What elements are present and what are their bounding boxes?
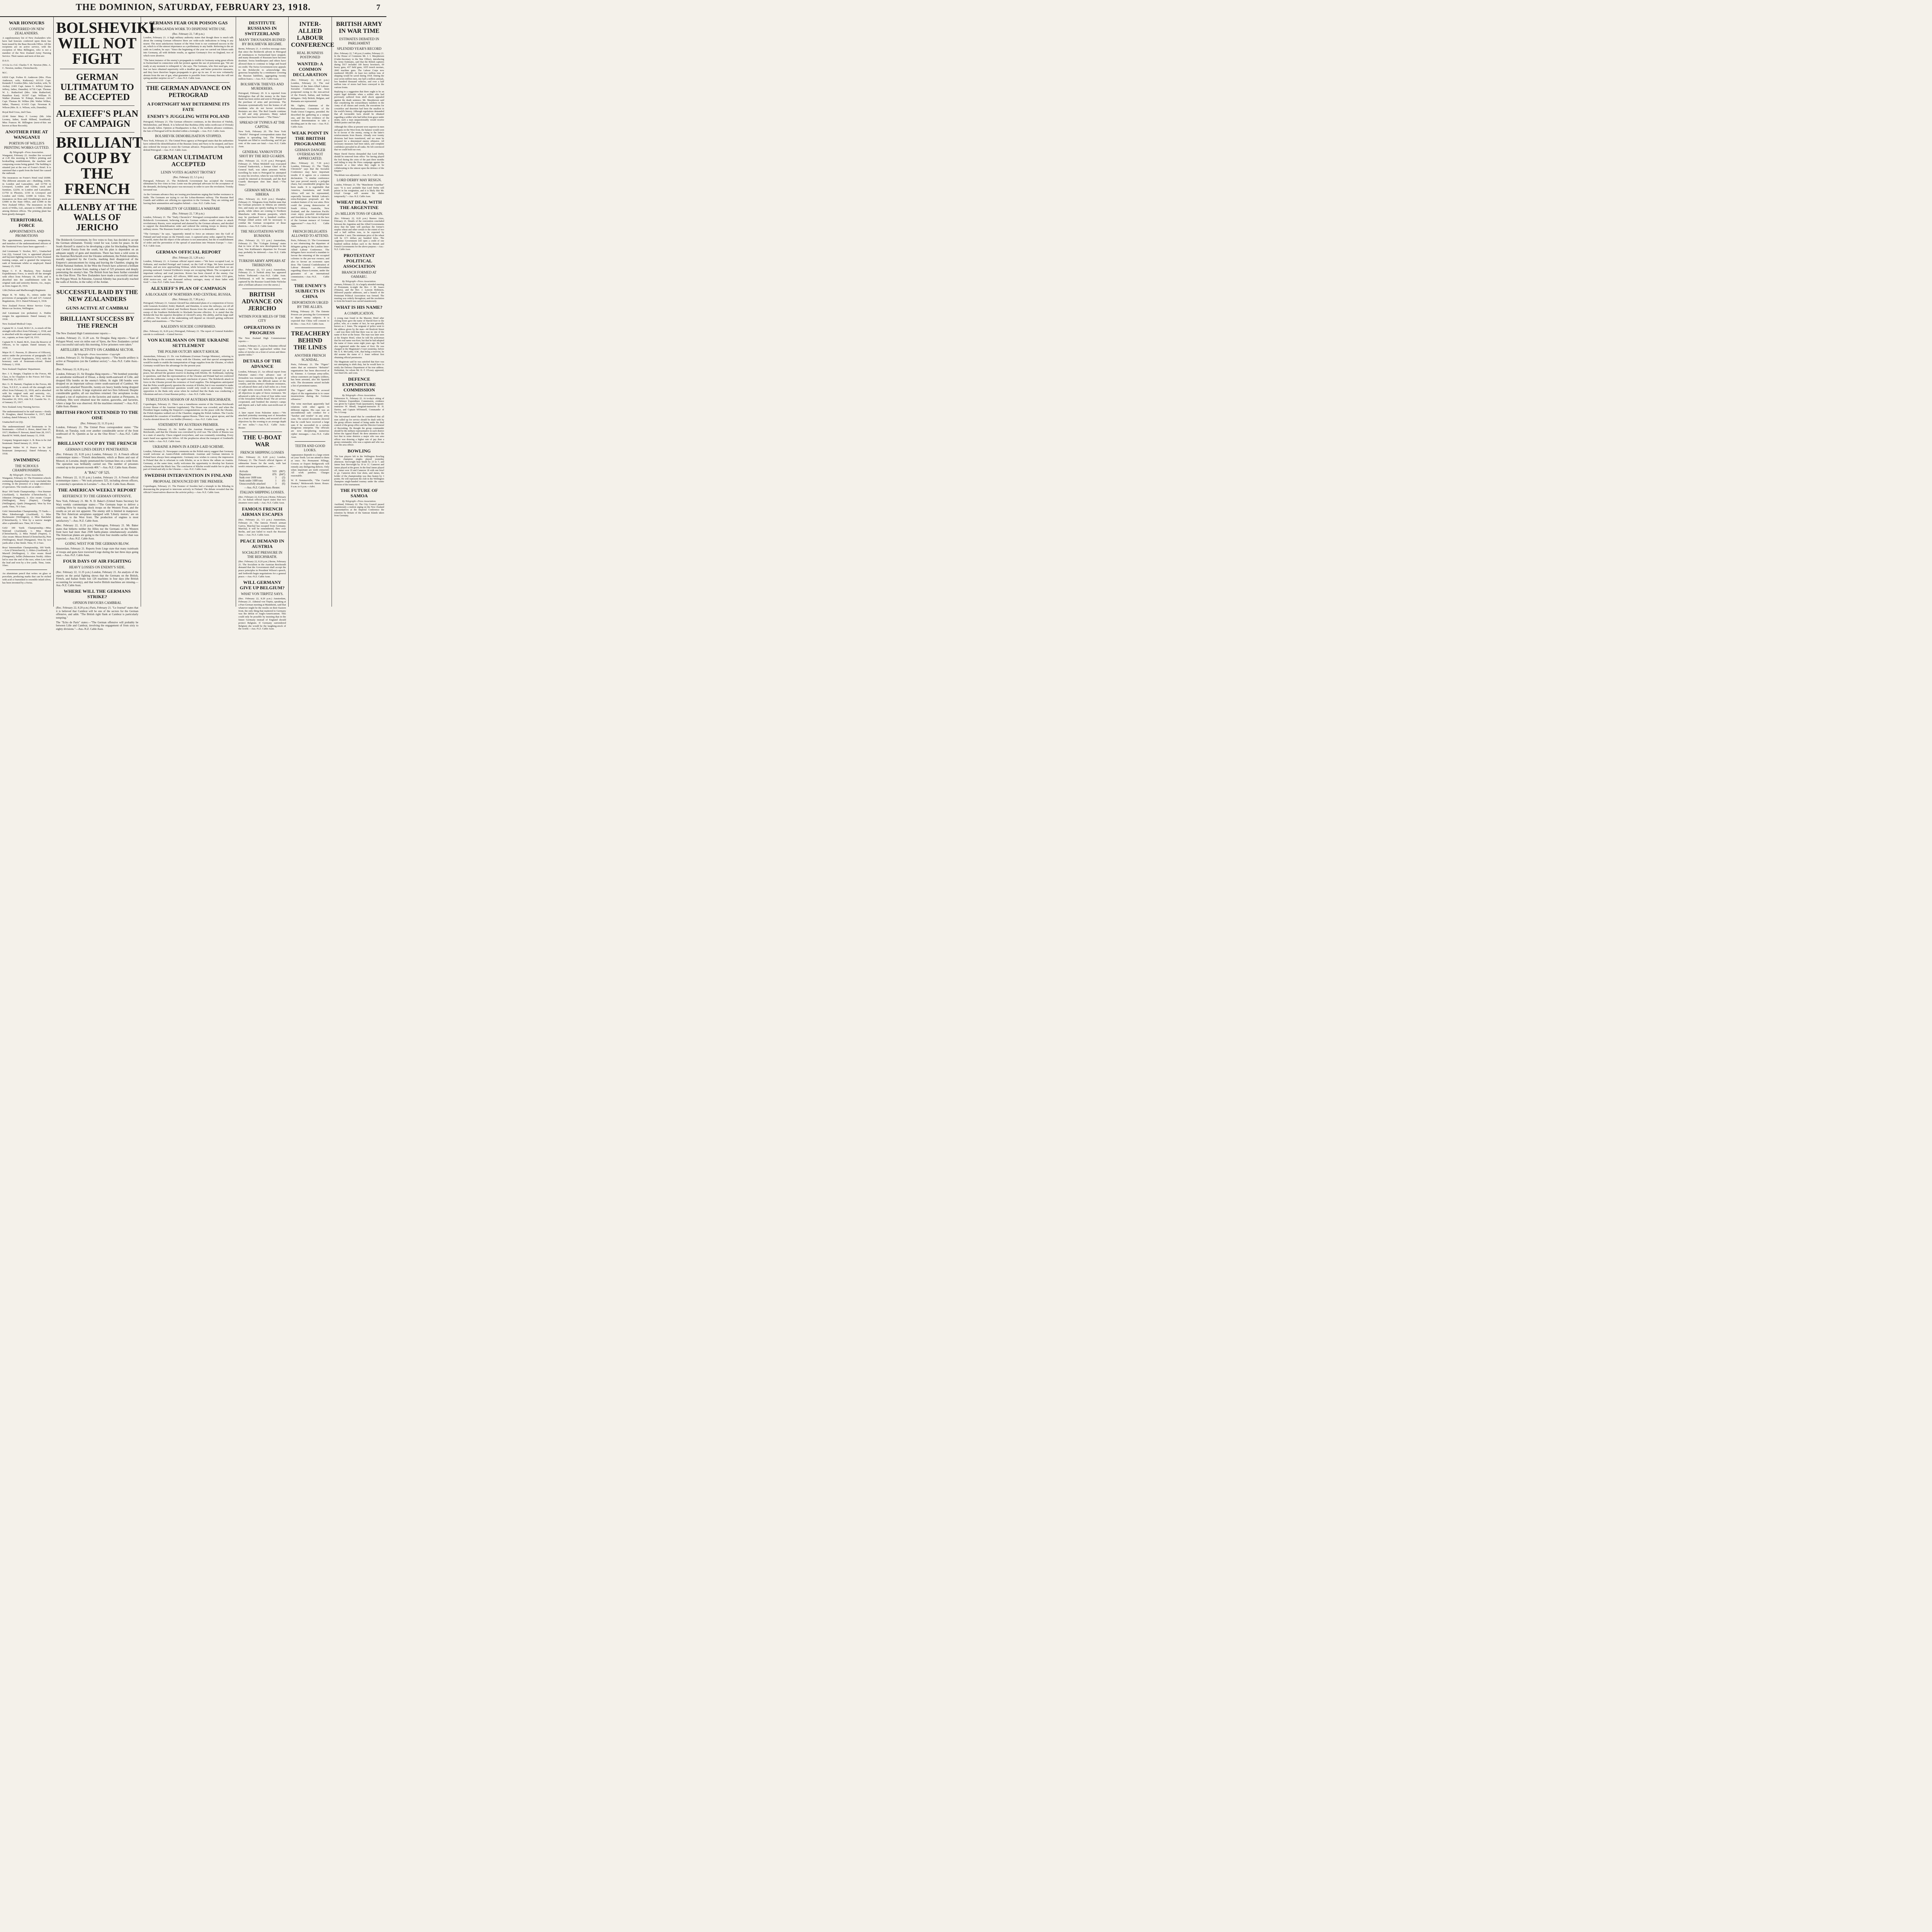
table-cell: 876 [272, 473, 277, 476]
article-paragraph: London, February 21. A German official report states:—"We have occupied Leal, in Esthonia, and reached Pernigel and Lemsal, on the Gulf of Riga. We have traversed Wenden, and are now approaching Wolmar, while between Dvinsk and Pinsk we are pressing eastward. General Eichhorn's troops are occupying Minsk. The occupation of important railway and road junctions. Rovno has been cleared of the enemy. Our prisoners include a general, 425 officers, 9000 men; and the booty totals 1353 guns, 4500 motor-cars, and one thousand railway carriages, many of them laden with food."—Aus.-N.Z. Cable Assn.-Reuter. [143, 260, 233, 284]
article-paragraph: As the Germans advance they are issuing proclamations urging that further resistance is futile. The Germans are trying to cut the Lebau-Reemen railway. The Russian Red Guards and soldiers are offering no opposition to the Germans. They are retiring and leaving their ammunition and supplies behind.—Aus.-N.Z. Cable Assn. [143, 193, 233, 205]
article-paragraph: (Rec. February 22, 8.20 p.m.) Berne, February 21. The Socialists in the Austrian Reichsrath demand that the Government shall accept the peace principles in President Wilson's speech, and forthwith begin negotiations for a general peace.—Aus.-N.Z. Cable Assn. [238, 560, 286, 578]
article-paragraph: Mr. Ogden, chairman of the Parliamentary Committee of the Trade Union Congress, presided. He described the gathering as a unique one, and the first evidence of the workers' determination to take a deciding part in the war.—Aus.-N.Z. Cable Assn. [291, 104, 329, 128]
table-cell: (0) [282, 479, 285, 482]
headline: GUNS ACTIVE AT CAMBRAI [66, 305, 129, 311]
page-number: 7 [376, 3, 380, 12]
headline: WAR HONOURS [9, 20, 44, 26]
article-paragraph: Royal Red Cross, 2nd Class. [2, 111, 32, 114]
article-paragraph: Berne, February 21. A wireless message states that since the Bolshevik advent in Petrograd all remittances to Switzerland have stopped, and many thousands of Russians have become destitute. Swiss hotelkeepers and others have allowed them to continue to lodge and board on credit. The Swiss Government now appeals to the Bolsheviki to acknowledge this generous hospitality by a remittance covering the Russian liabilities, aggregating twenty million francs.—Aus.-N.Z. Cable Assn. [238, 48, 286, 80]
source-line: By Telegraph—Press Association. [342, 394, 376, 397]
headline: BOWLING [347, 448, 371, 454]
article-paragraph: London, February 21. The United Press correspondent states: "The British, on Tuesday, took over another considerable sector of the front southward of St. Quentin as far as the Oise River."—Aus.-N.Z. Cable Assn. [56, 426, 138, 439]
column-rule [295, 441, 325, 442]
article-paragraph: Wanganui, February 22. Another fire occurred at 2.45 this morning in Willis's printing and bookselling establishment, the machine and composing rooms being gutted. The building is situated just at the rear of Foster's Hotel. It is surmised that a spark from the hotel fire caused the outbreak. [2, 154, 51, 175]
dateline: (Rec. February 22, 5.5 p.m.) [173, 175, 204, 179]
article-paragraph: New Zealand Army Nursing Service. [2, 405, 40, 408]
article-paragraph: The undermentioned to be staff nurses:—Emily H. Douglass, dated November 6, 1917; Ruth Lindsay, dated February 4, 1918. [2, 410, 51, 419]
table-cell: Sunk under 1600 tons [239, 479, 263, 482]
article-paragraph: Oamaru, February 22. At a largely attended meeting of Protestants to-night the Rev. J. M. Isaacs (Timaru), and the Rev. J. Lawson Robinson, delivered popular addresses, and a branch of the Protestant Political Association was formed. The meeting was orderly throughout, and the resolution to form the branch was carried unanimously. [334, 283, 384, 303]
headline: FOUR DAYS OF AIR FIGHTING [63, 558, 131, 564]
article-paragraph: During the discussion, Herr Westarp (Conservative) expressed unmixed joy at the peace, but advised the greatest reserve in dealing with Kholm. Dr. Kuhlmann, replying to questions, said that the representatives of the Ukraine and Poland had not conferred before the settlement, owing to the rapid conclusion of peace. The Bolshevik attack in force in the Ukraine proved the existence of food supplies. The delegations anticipated that the Poles would gravely question the cession of Kholm, but it was essential to make peace speedily. Controversial questions would only result in uncertainty. Trotsky's opposition to the Rada only arose when he realised that the Rada was conducting a Ukrainian and not a Great Russian policy.—Aus.-N.Z. Cable Assn. [143, 369, 233, 396]
headline: FRENCH SHIPPING LOSSES [240, 451, 284, 455]
headline: CONFERRED ON NEW ZEALANDERS. [9, 27, 44, 35]
dateline: (Rec. February 22, 11.35 p.m.) [80, 422, 114, 425]
headline: PEACE DEMAND IN AUSTRIA [240, 538, 284, 549]
headline: FRENCH DELEGATES ALLOWED TO ATTEND. [291, 230, 329, 238]
article-paragraph: Major C. F. R. Mackesy, New Zealand Expeditionary Force, is struck off the strength with effect from February 18, 1918, and is absorbed into the establishment with his original rank and seniority thereto, viz., major, as from August 26, 1916. [2, 269, 51, 287]
headline: GERMAN OFFICIAL REPORT [156, 249, 221, 255]
article-paragraph: London, February 21. The "Daily Chronicle's" Petrograd correspondent states that the Bolshevik Government, believing that the German soldiers would refuse to attack revolutionary Russia, were surprised and alarmed by the German advance, and decided to support the demobilisation order and ordered the retiring troops to destroy their military stores. The Russians found too easily to cease to re-demobilise. [143, 216, 233, 231]
article-paragraph: New Zealand Chaplains' Department. [2, 367, 41, 371]
article-paragraph: 12th (Nelson and Marlborough) Regiment. [2, 289, 46, 292]
dateline: (Rec. February 22, 1.20 a.m.) [172, 256, 204, 259]
table-cell: Unsuccessfully attacked [239, 482, 265, 485]
article-paragraph: The last-named stated that he considered that all men called up for service should be dealt with by the group officers instead of being under the dual control of the group office and the Director-General of Recruiting. He thought the group commander should be the military representative in each district before the Appeal Board. He drew attention to the fact that in some districts a major who was area officer was drawing a higher rate of pay than a group commander, who was a captain and who was over the area officer. [334, 415, 384, 447]
column-rule [147, 82, 230, 83]
headline: BRITISH ARMY IN WAR TIME [336, 21, 383, 34]
article-paragraph: An aluminium pencil that writes on glass or porcelain, producing marks that can be etched with acid or burnished to resemble inlaid silver, has been invented by a Swiss. [2, 572, 51, 584]
article-paragraph: The "Figaro" adds: "The avowed object of the organisation is to cause insurrections during the German offensive." [291, 389, 329, 401]
article-paragraph: Amsterdam, February 21. Dr. von Kuhlmann (German Foreign Minister), referring in the Reichstag to the economic treaty with the Ukraine, said that special arrangements would be made to enable the transportation of huge supplies from the Ukraine, of which Germany would have the advantage for the present year. [143, 355, 233, 367]
headline: DETAILS OF THE ADVANCE [243, 358, 282, 369]
article-paragraph: Major H. C. Parsons, D. (Reserve of Officers), retires under the provisions of paragraphs 126 and 127, General Regulations, 1913, with the honorary rank of lieutenant-colonel. Dated February 1, 1918. [2, 351, 51, 366]
source-line: By Telegraph—Press Association. [9, 151, 44, 154]
headline: SWIMMING [13, 457, 40, 463]
headline: TREACHERY BEHIND THE LINES [291, 330, 330, 351]
table-cell: 1 [275, 479, 277, 482]
article-paragraph: Peking, February 20. The Entente Powers are pressing the Government to deport enemy subjects. It is expected that China will consent to do this.—Aus.-N.Z. Cable Assn. [291, 310, 329, 325]
article-paragraph: "The latest instance of the enemy's propaganda is visible in Germany using great efforts in Switzerland in connection with her protest against the use of poisonous gas. 'We are ready at any moment to relinquish it,' she says. The Germans, who first used gas, now fear we have obtained superiority with a deadlier gas, and better protective measures, and they have therefore begun propaganda to give up its use. If we now voluntarily abstain from the use of gas, what guarantee is possible from Germany that she will not spring another surprise on us?"—Aus.-N.Z. Cable Assn. [143, 59, 233, 80]
article-paragraph: The Bolshevik Government, by five votes to four, has decided to accept the German ultimatum. Trotsky voted for war, Lenin for peace. In the South Alexieff is stated to be developing a plan for blockading Northern and Central Russia from the south, but his plan is dependent on an adequate supply of guns and munitions. There has been a wild scene in the Austrian Reichsrath over the Ukraine settlement, the Polish members, morally supported by the Czechs, marking their disapproval of the Emperor's announcement by rising and leaving the Chamber, singing the Polish National Anthem. In the West the French have achieved a brilliant coup on their Lorraine front, making a haul of 525 prisoners and deeply penetrating the enemy's line. The British front has been further extended to the Oise River. The New Zealanders have made a successful raid near the Polygon Wood. In Palestine, General Allenby has practically reached the walls of Jericho, in the valley of the Jordan. [56, 238, 138, 284]
table-cell: 3 [275, 476, 277, 479]
headline: BRANCH FORMED AT OAMARU. [342, 270, 377, 279]
article-paragraph: The insurances on Foster's Hotel total £6000. The different amounts are:—Building, £4250, in London and Lancashire, and £1750 in Liverpool, London and Globe; stock and furniture, £2250, in London and Lancashire, £1750 in Phoenix, £150 in Liverpool and London and Globe, £1000 in Union. The insurances on Ross and Glendining's stock are £3000 in the State Office, and £1000 in the New Zealand Office. The insurances on the stock of Willis, Ltd., amount to £3000, divided among thirteen offices. The printing plant has been greatly damaged. [2, 177, 51, 216]
article-paragraph: Petrograd, February 21. The Bolshevik Government has accepted the German ultimatum by five votes to four. Lenin was the principal advocate for the acceptance of the demands, declaring that peace was necessary in order to save the revolution. Trotsky favoured war. [143, 179, 233, 191]
headline: PROPAGANDA WORK TO DISPENSE WITH USE. [150, 27, 226, 31]
headline: BOLSHEVIK DEMOBILISATION STOPPED. [155, 134, 222, 138]
article-paragraph: Unattached List (Q). [2, 420, 24, 423]
headline: GERMANS FEAR OUR POISON GAS [149, 20, 228, 26]
article-paragraph: Appearance depends to a large extent on your Teeth. Let me attend to them at once. No Permanent Fillings, Crowns or Expert Bridgework will remedy any disfiguring defects. Only when important are teeth extracted. All work painless. Charges reasonable. [291, 453, 329, 478]
headline: THE NEGOTIATIONS WITH RUMANIA [241, 229, 284, 238]
headline: GERMAN ULTIMATUM TO BE ACCEPTED [60, 72, 134, 102]
headline: PROPOSAL DENOUNCED BY THE PREMIER. [153, 480, 224, 484]
article-paragraph: (Rec. February 22, 5.5 p.m.) Amsterdam, February 21. The famous French airman Garros, Marchal has escaped from Germany. Marchal, it will be remembered, flew over Berlin, and just failed to reach the Russian lines.—Aus.-N.Z. Cable Assn. [238, 518, 286, 536]
article-paragraph: New Zealand Medical Corps. [2, 322, 32, 325]
column-rule [60, 105, 134, 106]
article-paragraph: Rev. G. H. Barnett, Chaplain to the Forces, 4th Class, N.Z.E.F., is struck off the strength with effect from February 22, 1918, and is absorbed with his original rank and seniority, viz., chaplain to the Forces, 4th Class, as from December 20, 1916, vide N.Z. Gazette No. 11, of January 25, 1917. [2, 383, 51, 404]
headline: ALLENBY AT THE WALLS OF JERICHO [57, 202, 138, 233]
headline: TERRITORIAL FORCE [10, 217, 43, 228]
headline: WHEAT DEAL WITH THE ARGENTINE [336, 199, 382, 210]
headline: GOING WEST FOR THE GERMAN BLOW. [65, 542, 129, 546]
article-paragraph: Amsterdam, February 21. Reports from Liege state that many trainloads of troops and guns have traversed Liege during the last three days going west.—Aus.-N.Z. Cable Assn. [56, 547, 138, 557]
dateline: (Rec. February 22, 7.40 p.m.) [172, 32, 204, 36]
headline: GERMAN DANGER OVERSEAS NOT APPRECIATED. [295, 148, 325, 160]
column-5 [288, 17, 335, 607]
article-paragraph: Palmerston N., February 22. At to-day's sitting of the Defence Expenditure Commission, evidence was given by Captain Trask (paymaster), Sergeant-instructor W. Mendl, Sergeant-instructor H. H. Davies, and Captain M'Donnell, Commander of No. 6 Group. [334, 397, 384, 414]
column-3 [141, 17, 236, 607]
article-paragraph: Boys' Intermediate Championship, 100 Yards.—Lew (Christchurch), 1; Ahlers (Auckland), 2; Murrell (Wellington), 3. Also swam: Bond (Wanganui), Sellitt (Palmerston North). Ahlers led to near the end of the race, when Lew took the lead and won by a few yards. Time, 1min. 10sec. [2, 546, 51, 567]
article-paragraph: "The Germans," he says, "apparently intend to force an entrance into the Gulf of Finland and land troops on the Finnish coast. A captured army order, signed by Prince Leopold, states that the object of the advance is not annexation, but the re-establishment of order and the prevention of the spread of anarchism into Western Europe."—Aus.-N.Z. Cable Assn. [143, 232, 233, 248]
headline: THE POLISH OUTCRY ABOUT KHOLM. [157, 350, 219, 354]
headline: DESTITUTE RUSSIANS IN SWITZERLAND [245, 20, 280, 36]
article-paragraph: (Rec. February 22, 11.35 p.m.) Petrograd, February 21. When Mohileff was evacuated General Yankovitch, a former Chief of the General Staff, was taken prisoner. While travelling by train to Petrograd he attempted to seize his revolver, when he was told that he would be interned at Kronstadt, and the Red Guards thereupon shot him dead.—"The Times." [238, 159, 286, 187]
article-paragraph: New Zealand Forces Motor Service Corps. Motor-car Section, Wellington. [2, 304, 51, 310]
headline: THE GERMAN ADVANCE ON PETROGRAD [146, 85, 231, 99]
source-line: By Telegraph—Press Association. [342, 500, 376, 503]
article-paragraph: London, February 21, 11.20 a.m. Sir Douglas Haig reports:—"East of Polygon Wood, west six miles east of Ypres, the New Zealanders carried out a successful raid early this morning. A few prisoners were taken." [56, 337, 138, 346]
headline: THE ENEMY'S SUBJECTS IN CHINA [294, 283, 326, 299]
headline: STATEMENT BY AUSTRIAN PREMIER. [158, 422, 219, 427]
headline: THE AMERICAN WEEKLY REPORT [58, 487, 136, 493]
article-paragraph: London, February 21. An official report from Palestine states:—Our advance east of Jerusalem was resumed yesterday. In spite of heavy rainstorms, the difficult nature of the country, and the enemy's obstinate resistance, we advanced three and a half miles on a front of eight miles towards Jericho. We captured all objectives in spite of fierce resistance. We advanced a mile on a front of four miles west of the Jerusalem-Nablus Road. The air service cooperated, and bombed the enemy's camps and depots and a half miles east-north-east of Jericho. [238, 371, 286, 410]
headline: GENERAL YANKOVITCH SHOT BY THE RED GUARDS. [239, 150, 286, 158]
newspaper-title: THE DOMINION, SATURDAY, FEBRUARY 23, 1918. [75, 2, 311, 12]
article-paragraph: A young man found in the Masonic Hotel after closing hours gave the name of Harold Kerr to the police, who, as a matter of fact, he was generally known as J. Jones. The sergeant of police went to the address given by the man—44 Boulcott Street—and was there told that there was no one of the name of Kerr at the house. The man was later seen at the Empire Hotel, when he told the policeman that his real name was Kerr, but that he had adopted the name of Jones some eight years ago. He had also registered under the name of Kerr. He was charged in the Magistrate's Court yesterday, before Mr. S. E. McCarthy, S.M., that being a reservist, he did assume the name of J. Jones without first obtaining official permission. [334, 316, 384, 359]
article-paragraph: London, February 21. A high military authority states that though there is much talk about the coming German offensive there are wide-scale indications to bring it any nearer. The most satisfactory feature of the West front is our continued success in the air, which is of the utmost importance as a preliminary to any battle. Referring to the air raids on London, he says: "Since the beginning of the year we carried out fifteen raids into Germany, all with definite results, as against Germany's five on England, two of which were abortive. [143, 36, 233, 57]
article-paragraph: The Magistrate said he was satisfied that Kerr was not attempting to shirk duty, but he would have to notify the Defence Department of his true address. Defendant, for whom Mr. H. F. O'Leary appeared, was fined 20s. and costs. [334, 361, 384, 375]
article-paragraph: (Rec. February 22, 8.20 p.m.) Amsterdam, February 21. Admiral von Tirpitz, speaking at a Pan-German meeting at Mannheim, said that whatever might be the results on their Eastern front, the only thing that mattered to Germany was the defeat of Anglo-Americanism. This could only be possible by insisting that in the future Germany instead of England should protect Belgium. If Germany surrendered Belgium she would be the laughing-stock of the world.—Aus.-N.Z. Cable Assn. [238, 597, 286, 631]
article-paragraph: 2nd Lieutenant V. Stocker, M.C., Unattached List (Q), General List, is appointed physical and bayonet-fighting instructor in New Zealand training camps, and is granted the temporary rank of lieutenant whilst so employed. Dated January 25, 1918. [2, 250, 51, 268]
source-line: By Telegraph—Press Association. [342, 280, 376, 283]
headline: BOLSHEVIK THIEVES AND MURDERERS. [240, 82, 284, 90]
article-paragraph: (Rec. February 22, 7.40 p.m.) London, February 21. In the House of Commons Mr. J. I. Macpherson (Under-Secretary to the War Office), introducing the Army Estimates, said that the British captures during 1917 included 109 heavy howitzers, 69 heavy guns, 437 field guns, 1055 trench mortars, 2843 machine guns. The Labour Corps now numbered 300,000. At least two million tons of shipping would be saved during 1918. During the year seven million men, one half a million animals, two hundred thousand vehicles, and over a half million tons of stores had been conveyed to the various fronts. [334, 52, 384, 89]
article-paragraph: 6/830 Capt. Forbes H. Anderson (Mrs. Flora Anderson, wife, Kaikoura). 8/1110 Capt. Kenneth F. Gordon (Mrs. Ada Gordon, wife, Te Aroha). 2/401 Capt. James G. Jeffery (James Jeffery, father, Dunedin). 6/718 Capt. Thomas W. L. Rutherford (Mrs. John Rutherford, Hamilton East). 16/187 Capt. William H. Walker (Kamata W. Pohupi, Rotorua). 24/6 Capt. Thomas M. Wilkes (Mr. Walter Wilkes, father, Thames). 6/1433 Capt. Newman R. Wilson (Mrs. B. A. Wilson, wife, Dunedin). [2, 76, 51, 109]
article-paragraph: London, February 21. Sir Douglas Haig reports:—"The hostile artillery is active at Flesquieres (on the Cambrai sector)."—Aus.-N.Z. Cable Assn.-Reuter. [56, 356, 138, 366]
article-paragraph: The wine merchant apparently had relations with other agents in different regions. His case was an unconditional safe conduct for a "hawker and vendor" in any army zone. The seized documents showed that he could have received a large sum if he succeeded in a certain dangerous enterprise. The officials are now deciphering numerous cipher messages.—Aus.-N.Z. Cable Assn. [291, 402, 329, 439]
article-paragraph: Girls' 100 Yards Championship.—Miss Walrond (Auckland), 1; Miss Shand (Christchurch), 2; Miss Nuttall (Napier), 3. Also swam: Misses Bristol (Christchurch), Pent (Wellington), Braid (Wanganui). Won by two yards after a fine finish. Time, 91 2-5sec. [2, 526, 51, 544]
table-row [238, 476, 286, 479]
article-paragraph: (Rec. February 22, 8.20 p.m.) London, February 21. A French official communique states:—"French detachments, which at Bures and east of Moncel, in Lorraine, deeply penetrated the German lines on a wide front. The operation was brilliantly carried out. The number of prisoners counted up to the present exceeds 400."—Aus.-N.Z. Cable Assn.-Reuter. [56, 453, 138, 469]
headline: ANOTHER FIRE AT WANGANUI [5, 129, 48, 140]
article-paragraph: Amsterdam, February 21. Dr. Seidler (the Austrian Premier), speaking in the Reichsrath, said that the Ukraine was convulsed by civil war. The whole of Russia was in a state of anarchy. Chaos reigned everywhere, and was constantly extending. Every man's hand was against his fellow. All the prophecies about the transport of foodstuffs were futile.—Aus.-N.Z. Cable Assn. [143, 428, 233, 443]
article-paragraph: Petrograd, February 21. General Alexieff has elaborated plans of a conjunction of forces with Generals Kornilof, Erdel, Markoff, and Denekin, to seize the railways, cut off all communications with Central and Northern Russia from the south, and make a clean sweep of the Southern Bolsheviki to blockade become effective. It is stated that the Bolsheviki fear the superior discipline of Alexieff's army. His ability, and his large staff of officers. The results of the undertaking will depend on Alexieff getting sufficient artillery and munitions.—"The Times." [143, 302, 233, 323]
article-paragraph: Rev. J. S. Burgin, Chaplain to the Forces, 4th Class, to be Chaplain to the Forces 3rd Class. Dated July 21, 1917. [2, 372, 51, 381]
headline: SUCCESSFUL RAID BY THE NEW ZEALANDERS [56, 289, 138, 303]
article-paragraph: W. P. Sommerville, "The Careful Dentist," Molesworth Street. Hours: 9 a.m. to 6 p.m.—Advt. [291, 479, 329, 488]
headline: ENEMY'S JUGGLING WITH POLAND [147, 114, 230, 119]
headline: POSSIBILITY OF GUERRILLA WARFARE [156, 206, 220, 211]
article-paragraph: A supplementary list of New Zealanders who have had honours conferred upon them has been issued by the Base Records Office. All the recipients are on active service, with the exception of Miss Billington, who is not a member of the New Zealand Army Nursing Service. Their names and next-of-kin are: [2, 37, 51, 58]
article-paragraph: Although the Allies at present were superior in men and guns on the West front, the balance would soon be in favour of the enemy, owing to the latter's reinforcements from Russia. Already over twenty divisions had been transferred, and we must be prepared for a determined enemy offensive. All necessary measures had been taken, and complete confidence prevailed in all ranks. He felt convinced that we could hold our own. [334, 126, 384, 151]
table-row [238, 479, 286, 482]
headline: SWEDISH INTERVENTION IN FINLAND [145, 473, 232, 478]
article-paragraph: (Rec. February 22, 11.35 p.m.) Washington, February 21. Mr. Baker states that hitherto neither the Allies nor the Germans on the Western front have had more than 2500 battle-planes simultaneously available. The American planes are going to the front four months earlier than was expected.—Aus.-N.Z. Cable Assn. [56, 524, 138, 540]
table-cell: 919 [272, 469, 277, 473]
article-paragraph: Petrograd, February 21. The German offensive continues, in the direction of Vitebsk, Molodetchno, and Minsk. It is believed that Rezhitsa (fifty miles north-east of Dvinsk) has already fallen. Opinion at Headquarters is that, if the northern advance continues, the fate of Petrograd will be decided within a fortnight.—Aus.-N.Z. Cable Assn. [143, 121, 233, 133]
headline: OPINION FAVOURS CAMBRAI. [73, 601, 122, 605]
article-paragraph: (Rec. February 22, 8.20 p.m.) Shanghai, February 21. Telegrams from Harbin state that the German prisoners in Siberia are entirely free, and many are openly trading in German goods, while others are coming to Northern Manchuria with Russian passports, which may be purchased for a hundred roubles. Prompt Allied action will be necessary to combat the German occupation of these districts.—Aus.-N.Z. Cable Assn. [238, 197, 286, 228]
headline: PORTION OF WILLIS'S PRINTING WORKS GUTTED. [4, 141, 49, 150]
headline: WHAT VON TIRPITZ SAYS. [241, 592, 284, 596]
headline: ALEXIEFF'S PLAN OF CAMPAIGN [56, 109, 138, 129]
table-cell: (847) [279, 473, 285, 476]
article-paragraph: 22/40 Sister Mary F. Looney (Mr. John Looney, father, South Hillend, Southland). Miss Frances M. Billington (next-of-kin not known at Base Records). [2, 115, 51, 127]
table-row [238, 473, 286, 476]
headline: A COMPLICATION. [344, 311, 374, 315]
headline: WITHIN FOUR MILES OF THE CITY [238, 315, 286, 323]
article-paragraph: Captain W. A. Good, M.R.C.S., is struck off the strength with effect from February 1, 1918, and is absorbed with his original rank and seniority, viz., captain, as from April 18, 1911. [2, 327, 51, 339]
article-paragraph: Petrograd, February 20. It is reported from Helsingfors that all the money in the State Bank has been stolen and sent to Petrograd for the purchase of arms and provisions. The Russians systematically loot the homes of all residents who do not favour revolution. Resisters are shot. The Red Guards continue to kill and strip prisoners. Many naked corpses have been found.—"The Times." [238, 92, 286, 119]
source-line: By Telegraph—Press Association. [9, 473, 44, 476]
headline: FAMOUS FRENCH AIRMAN ESCAPES [241, 506, 283, 517]
headline: A BLOCKADE OF NORTHERN AND CENTRAL RUSSIA. [145, 293, 231, 297]
headline: THE U-BOAT WAR [243, 434, 281, 448]
headline: BRILLIANT SUCCESS BY THE FRENCH [60, 315, 134, 329]
headline: BOLSHEVIKI WILL NOT FIGHT [56, 19, 155, 67]
article-paragraph: The appointments, promotions, resignations, and transfers of the undermentioned officers of the Territorial Force have been approved:— [2, 239, 51, 248]
headline: SPREAD OF TYPHUS AT THE CAPITAL [239, 120, 285, 129]
shipping-losses-table [238, 470, 286, 485]
article-paragraph: New York, February 21. Mr. N. D. Baker's (United States Secretary for War) weekly communique states:—"The Germans hope to deliver a crushing blow by massing shock troops on the Western Front, and the results as yet are not apparent. The enemy still is limited in manpower. The first American aeroplanes equipped with 'Liberty motors,' are on their way to the West front. The production of engines is most satisfactory."—Aus.-N.Z. Cable Assn. [56, 500, 138, 522]
dateline: —Aus.-N.Z. Cable Assn.-Reuter. [244, 486, 280, 489]
article-paragraph: Company Sergeant-major A. B. Ross to be 2nd lieutenant. Dated January 21, 1918. [2, 439, 51, 445]
dateline: (Rec. February 22, 7.30 p.m.) [172, 298, 204, 301]
headline: 2½ MILLION TONS OF GRAIN. [335, 211, 383, 216]
headline: VON KUHLMANN ON THE UKRAINE SETTLEMENT [148, 337, 229, 349]
headline: A "BAG" OF 525. [84, 471, 110, 475]
article-paragraph: (Rec. February 22, 8.20 p.m.) London, February 21. The real business of the Inter-Allied Labour-Socialist Conference has been postponed owing to the non-arrival of the French, Italian, and Serbian delegates. Only British, Belgian, and Rumania are represented. [291, 79, 329, 103]
headline: INTER-ALLIED LABOUR CONFERENCE [291, 21, 335, 48]
table-row [238, 470, 286, 473]
article-paragraph: (Rec. February 22, 7.30 p.m.) London, February 21. The "Daily Chronicle" says that the Socialist Conference may have important results if it agrees on a common declaration. "A similar conference last year proved merely a polyglot chaos, but considerable progress has been made. It is regrettable that America, Australasia, and South Africa will not be represented, especially because British Labour's extra-European proposals are the weakest feature of its war aims. How could the young democracies of South Africa, Australia, New Zealand, and the American Pacific coast enjoy peaceful development and freedom in the future in the face of the German menace of German aggression?"—Aus.-N.Z. Cable Assn. [291, 162, 329, 228]
headline: GERMAN LINES DEEPLY PENETRATED. [65, 447, 129, 452]
article-paragraph: London, February 21, 2 p.m. Palestine official report:—"We have approached within four miles of Jericho on a front of seven and three-quarter miles." [238, 345, 286, 357]
headline: GERMAN MENACE IN SIBERIA [245, 188, 280, 196]
headline: REAL BUSINESS POSTPONED [297, 51, 323, 59]
dateline: (Rec. February 22, 7.30 p.m.) [172, 212, 204, 215]
headline: WHERE WILL THE GERMANS STRIKE? [63, 588, 131, 600]
article-paragraph: (Rec. February 22, 11.35 p.m.) London, February 21. An analysis of the reports on the aerial fighting shows that the Germans on the British, French, and Italian fronts lost 126 machines in four days (the British accounting for seventy), and that twelve British machines are missing.—Aus.-N.Z. Cable Assn. [56, 571, 138, 587]
headline: OPERATIONS IN PROGRESS [244, 325, 281, 336]
column-6 [332, 17, 386, 607]
article-paragraph: Captain W. S. Baird, M.D., from the Reserve of Officers, to be captain. Dated January 10, 1918. [2, 340, 51, 350]
headline: ITALIAN SHIPPING LOSSES. [240, 490, 285, 494]
headline: WHAT IS HIS NAME? [336, 304, 383, 310]
headline: A FORTNIGHT MAY DETERMINE ITS FATE [147, 101, 230, 112]
headline: TURKISH ARMY APPEARS AT TREBIZOND. [238, 259, 286, 267]
headline: SPLENDID YEAR'S RECORD [337, 47, 382, 51]
article-paragraph: (Rec. February 22, 11.35 p.m.) London, February 21. A French official communique states:—"We took prisoners 525, including eleven officers, in yesterday's operations in Lorraine."—Aus.-N.Z. Cable Assn.-Reuter. [56, 476, 138, 486]
masthead [0, 0, 386, 17]
table-row [238, 482, 286, 485]
article-paragraph: D.S.O. [2, 59, 10, 62]
article-paragraph: New York, February 21. The United Press agency at Petrograd states that the authorities have ordered the demobilisation of the Russian Army and Navy to be stopped, and have also ordered the troops to resist the German advance. Preparations are being made to defend Petrograd.—Aus.-N.Z. Cable Assn. [143, 139, 233, 151]
table-cell: (6) [282, 482, 285, 485]
article-paragraph: The New Zealand High Commissioner reports:— [238, 337, 286, 343]
headline: BRILLIANT COUP BY THE FRENCH [56, 134, 143, 197]
headline: BRITISH FRONT EXTENDED TO THE OISE [56, 410, 138, 421]
column-rule [60, 132, 134, 133]
headline: THE SCHOOLS CHAMPIONSHIPS. [12, 464, 41, 472]
headline: DEFENCE EXPENDITURE COMMISSION [342, 376, 376, 393]
headline: ESTIMATES DEBATED IN PARLIAMENT [339, 37, 379, 45]
article-paragraph: London, February 21. The "Manchester Guardian" says: "It is now probable that Lord Derby will persist in his resignation, and it is likely that Mr. Lloyd George will assume his duties temporarily."—Aus.-N.Z. Cable Assn. [334, 184, 384, 198]
article-paragraph: (Rec. February 22, 8.20 p.m.) Paris, February 21. "Le Journal" states that it is believed that Cambrai will be one of the sectors for the German offensive, and adds: "The British right flank at Cambrai is particularly tempting." [56, 606, 138, 619]
article-paragraph: (Rec. February 22, 8.20 p.m.) Buenos Aires, February 21. Details of the convention concluded between the Argentine and the Allied Governments show that the latter will purchase the former's surplus wheat and other cereals to the extent of two and a half million tons, to be exported by November 1 next. The minimum price of the wheat will be 11½ dollars per hundred kilos. The Argentine Government will open a credit of one hundred million dollars each to the British and French Governments for the above purpose.—Aus.-N.Z. Cable Assn. [334, 217, 384, 251]
table-cell: Arrivals [239, 469, 248, 473]
article-paragraph: Replying to a suggestion that there ought to be an expert legal defender when a soldier who had previously suffered from shell shock appealed against the death sentence, Mr. Macpherson said that considering the extraordinary numbers in the Army of all classes and creeds, the executions for cowardice and desertion had been the smallest in the world's history. Although regulations demanded that all favourable facts should be obtained regarding a soldier who had fallen from grace under strain, such a man unquestionably would receive British justice and fair play. [334, 90, 384, 124]
source-line: By Telegraph—Press Association—Copyright [74, 353, 120, 356]
article-paragraph: A later report from Palestine states:—"We attacked yesterday morning east of Jerusalem on a front of fifteen miles, and secured all our objectives by the evening to an average depth of two miles."—Aus.-N.Z. Cable Assn.-Reuter. [238, 411, 286, 429]
article-paragraph: Boys' 100 Yards Championship.—Von Sturmer (Auckland), 1; Batcheler (Christchurch), 2; Johnston (Wanganui), 3. Also swam: Cooper (Wellington), Perry (Napier), Claridge (Wellington), Quirk (Wanganui). Won by five yards. Time, 70 1-5sec. [2, 490, 51, 509]
article-paragraph: (Rec. February 22, 8.20 p.m.) London, February 21. The French official figures of submarine losses for the week, with last week's returns in parentheses, are:— [238, 456, 286, 468]
article-paragraph: (Rec. February 22, 5.5 p.m.) Amsterdam, February 21. The "Cologne Zeitung" states that in view of the new development in the East, Von Kuhlmann's departure for Focsani may probably be deferred.—Aus.-N.Z. Cable Assn. [238, 239, 286, 257]
article-paragraph: The debate was adjourned.—Aus.-N.Z. Cable Assn. [334, 174, 384, 177]
table-cell: (3) [282, 476, 285, 479]
headline: TUMULTUOUS SESSION OF AUSTRIAN REICHSRATH. [146, 397, 231, 401]
article-paragraph: (Rec. February 22, 8.20 p.m.) [56, 367, 89, 371]
headline: REFERENCE TO THE GERMAN OFFENSIVE. [62, 494, 132, 498]
article-paragraph: London, February 21. Newspaper comments on the Polish outcry suggest that Germany would welcome an Austro-Polish embroilment. Austrian and German interests in Poland have always been antagonistic. Germany now wishes to convey the impression in Poland that she is reluctant to cede Kholm, so as to throw the odium on Austria. Germany, at the same time, really welcomes the opportunity to develop her Eastern schemes beyond the Black Sea. The conclusion of Kholm would enable her to play the part of friend and ally to the Ukraine.—Aus.-N.Z. Cable Assn. [143, 450, 233, 471]
article-paragraph: Copenhagen, February 21. There was a tumultuous session of the Vienna Reichsrath (Lower House of the Austrian Legislature). The House was crowded, and when the President began reading the Emperor's congratulations on the peace with the Ukraine, the Polish deputies walked out of the Chamber, singing the Polish Anthem. The Czechs demanded the cessation of hostilities against Russia. There was a great uproar, and the Czechs shouted down Dr. von Seidler (Premier).—Aus.-N.Z. Cable Assn. [143, 403, 233, 421]
headline: LORD DERBY MAY RESIGN. [337, 178, 382, 182]
article-paragraph: The undermentioned 2nd lieutenants to be lieutenants:—Gifford A. Rowe, dated June 25, 1917; Matthew P. Stewart, dated June 28, 1917; Harold W. Webb, dated January 15, 1918. [2, 425, 51, 437]
headline: LENIN VOTES AGAINST TROTSKY [161, 170, 216, 174]
headline: THE FUTURE OF SAMOA [340, 487, 378, 498]
article-paragraph: The New Zealand High Commissioner reports:— [56, 332, 111, 335]
headline: ARTILLERY ACTIVITY ON CAMBRAI SECTOR. [60, 348, 134, 352]
article-paragraph: The "Echo de Paris" states:—"The German offensive will probably be between Lille and Cambrai, involving the engagement of from sixty to eighty divisions."—Aus.-N.Z. Cable Assn. [56, 621, 138, 631]
article-paragraph: Major David Davies demanded that Lord Derby should be removed from office "for having played the fool during the crisis of the past three months and failing to stop the Press campaign against the Generals at a time when they ought to be collaborating to the utmost upon the defence of the Empire." [334, 153, 384, 172]
article-paragraph: New York, February 20. The New York "World's" Petrograd correspondent states that typhus is spreading fast. The Petrograd hospitals are filled to overflowing, and 60 per cent. of the cases are fatal.—Aus.-N.Z. Cable Assn. [238, 130, 286, 148]
headline: GERMAN ULTIMATUM ACCEPTED [154, 154, 223, 168]
headline: DEPORTATION URGED BY THE ALLIES. [292, 301, 328, 309]
article-paragraph: The four players left in the Wellington Bowling Club's champion singles played yesterday afternoon. Sievwright beat Smith by 23 to 7, and James beat Sievwright by 19 to 11. Cameron and James played at the green. In the final James played off, James won 19 and Cameron 18 with one bowl to go. Cameron drew four shots, and James, the holder of the championship was thus beaten by 3 points. He will represent the club in the Wellington champion single-handed tourney under the centre division of the tournament. [334, 455, 384, 486]
column-2 [53, 17, 155, 631]
column-1 [0, 17, 53, 607]
article-paragraph: Paris, February 21. The Government is not obstructing the departure of delegates going to the London Inter-Allied Labour Conference. The delegates have received a mandate to favour the returning of the occupied colonies to the pre-war owners; and also to favour an economic open door. The General Confederation of Labour demands a referendum regarding Alsace-Lorraine, under the guarantee of an international commission.—Aus.-N.Z. Cable Assn. [291, 239, 329, 281]
article-paragraph: Major R. W. Sidey, D., retires under the provisions of paragraphs 126 and 127, General Regulations, 1913. Dated February 6, 1918. [2, 294, 51, 303]
headline: TEETH AND GOOD LOOKS. [295, 444, 325, 452]
table-cell: (867) [279, 469, 285, 473]
table-cell: Departures [239, 473, 251, 476]
article-paragraph: Paris, February 21. The "Figaro" states that an extensive "defeatist" organisation has been discovered at St. Etienne. A German army-seller, whose customers are largely soldiers, has been arrested, also his Spanish wife. The documents seized include a list of prominent names. [291, 363, 329, 387]
column-rule [60, 286, 134, 287]
headline: WEAK POINT IN THE BRITISH PROGRAMME [291, 130, 329, 146]
newspaper-page [0, 0, 386, 631]
article-paragraph: (Rec. February 22, 8.20 p.m.) Petrograd, February 21. The report of General Kaledin's suicide is confirmed.—United Service. [143, 330, 233, 336]
article-paragraph: M.C. [2, 71, 8, 74]
headline: ANOTHER FRENCH SCANDAL. [294, 354, 326, 362]
headline: ALEXIEFF'S PLAN OF CAMPAIGN [151, 286, 226, 291]
headline: KALEDIN'S SUICIDE CONFIRMED. [161, 324, 216, 328]
headline: HEAVY LOSSES ON ENEMY'S SIDE. [69, 565, 126, 570]
article-paragraph: Wanganui, February 22. The Dominion schools swimming championships were concluded this evening, in the presence of a large attendance of spectators. The results are as under:— [2, 476, 51, 489]
headline: BRILLIANT COUP BY THE FRENCH [58, 440, 137, 446]
headline: APPOINTMENTS AND PROMOTIONS [9, 230, 44, 238]
article-paragraph: Auckland, February 22. The City Council passed unanimously a motion urging on the New Zealand representatives at the Imperial Conference the retention by Britain of the Samoan Islands taken from Germany. [334, 503, 384, 517]
article-paragraph: (Rec. February 22, 8.20 p.m.) Rome, February 21. An Italian official report states that two steamers were sunk.—Aus.-N.Z. Cable Assn. [238, 495, 286, 505]
article-paragraph: (Rec. February 22, 5.5 p.m.) Amsterdam, February 21. A Turkish army has appeared before Trebizond.—Aus.-N.Z. Cable Assn. [Trebizond, it will be remembered, was captured by the Russian Grand Duke Nicholas after a brilliant advance over the snows.] [238, 268, 286, 286]
table-cell: 3 [275, 482, 277, 485]
headline: MANY THOUSANDS RUINED BY BOLSHEVIK REGIME. [239, 38, 286, 46]
article-paragraph: London, February 21. Sir Douglas Haig reports:—"We bombed yesterday an aerodrome northward of Douai, a dump north-eastward of Lille, and dropped fifty bombs on the enemy's billets. At night 180 bombs were dropped on an important railway centre south-eastward of Cambrai. We successfully attacked Thionville, twenty-six heavy bombs being dropped on the railway station. A large explosion and two fires followed. Despite considerable gunfire, all our machines returned. Our aeroplanes to-day dropped a ton of explosives on the factories and station at Pirmasens, in Germany. Hits were obtained near the station, gasworks, and factories, where a large fire was observed. All the machines returned."—Aus.-N.Z. Cable Assn.-Reuter. [56, 372, 138, 408]
article-paragraph: 3/112a Lt.-Col. Charles T. H. Newton (Mrs. A. C. Newton, mother, Christchurch). [2, 64, 51, 70]
column-4 [236, 17, 288, 631]
table-cell: Sunk over 1600 tons [239, 476, 262, 479]
article-paragraph: Sergeant Walter W. P. Pearce to be 2nd lieutenant (temporary). Dated February 4, 1918. [2, 446, 51, 456]
article-paragraph: 2nd Lieutenant (on probation) A. Duthie resigns his appointment. Dated January 24, 1918. [2, 312, 51, 321]
headline: BRITISH ADVANCE ON JERICHO [242, 291, 283, 312]
headline: SOCIALIST PRESSURE IN THE REICHSRATH. [242, 550, 282, 559]
columns [0, 17, 386, 631]
article-paragraph: Girls' Intermediate Championship, 75 Yards.—Miss Edenborough (Auckland), 1; Miss Buckmaster (Wellington), 2; Miss Batcheler (Christchurch), 3. Won by a narrow margin after a splendid race. Time, 60 3-5sec. [2, 510, 51, 525]
headline: WANTED: A COMMON DECLARATION [293, 61, 328, 77]
article-paragraph: Copenhagen, February 21. The Premier of Sweden had a triumph in the Riksdag in denouncing the proposal to intervene actively in Finland. The debate revealed that the official Conservatives disavow the activist policy.—Aus.-N.Z. Cable Assn. [143, 485, 233, 494]
headline: UKRAINE A PAWN IN A DEEP-LAID SCHEME. [152, 444, 224, 449]
headline: PROTESTANT POLITICAL ASSOCIATION [343, 252, 376, 269]
headline: WILL GERMANY GIVE UP BELGIUM? [240, 580, 285, 591]
